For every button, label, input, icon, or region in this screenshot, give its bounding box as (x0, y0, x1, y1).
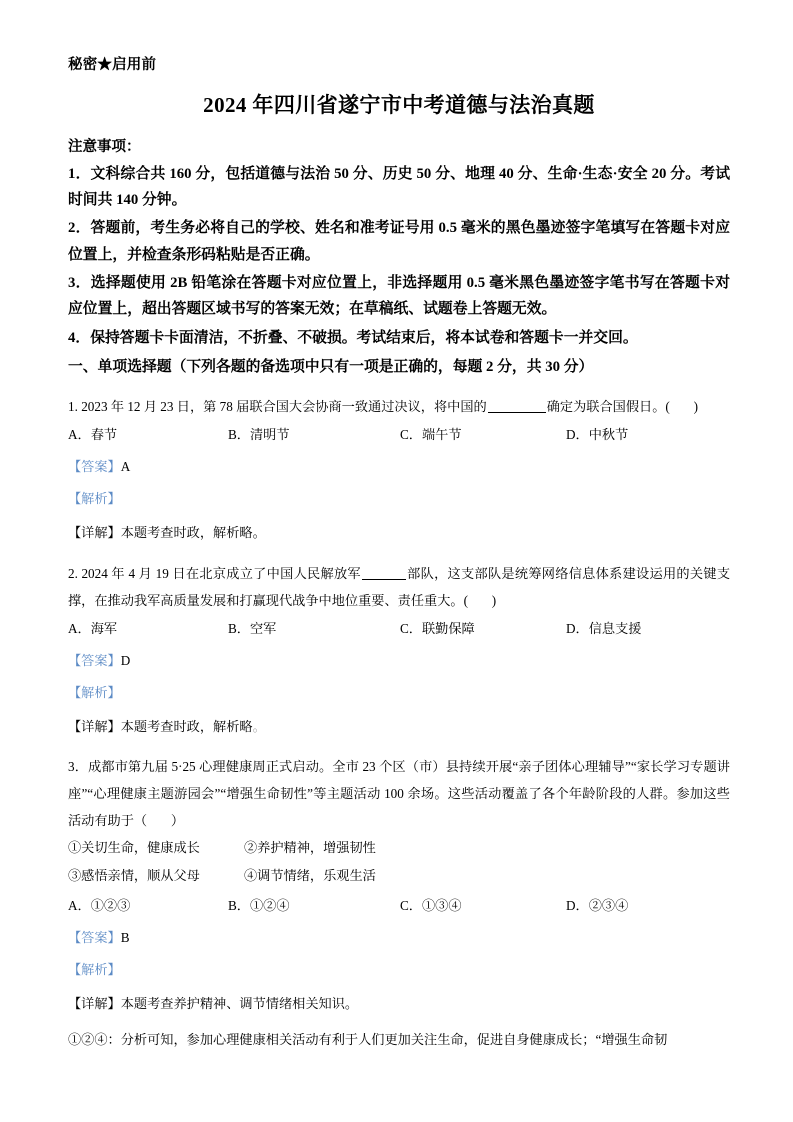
question-3-suboption-1: ①关切生命，健康成长 (68, 840, 200, 856)
question-3-option-a[interactable]: A．①②③ (68, 897, 131, 913)
detail-tag: 【详解】 (68, 718, 121, 734)
question-3-suboption-3: ③感悟亲情，顺从父母 (68, 868, 200, 884)
question-3-suboption-2: ②养护精神，增强韧性 (244, 840, 376, 856)
section-heading: 一、单项选择题（下列各题的备选项中只有一项是正确的，每题 2 分，共 30 分） (68, 358, 594, 375)
question-2-stem-tail: ) (491, 592, 497, 608)
question-2-detail-faint: 。 (252, 718, 266, 734)
question-2-options (68, 615, 730, 642)
question-3-detail-line (68, 990, 730, 1017)
question-1-stem-after: 确定为联合国假日。( (546, 399, 670, 415)
question-3 (68, 753, 730, 1054)
question-2-detail-line (68, 713, 730, 740)
question-1-answer-slot (670, 399, 694, 414)
question-3-options (68, 892, 730, 919)
question-1-detail-line (68, 519, 730, 546)
question-1-stem-before: 1. 2023 年 12 月 23 日，第 78 届联合国大会协商一致通过决议，将中国的 (68, 399, 487, 415)
question-1-option-b[interactable]: B．清明节 (228, 427, 290, 443)
question-3-explanation-paragraph: ①②④：分析可知，参加心理健康相关活动有利于人们更加关注生命，促进自身健康成长；“增强生命韧 (68, 1032, 668, 1048)
question-1-answer-value: A (120, 459, 131, 475)
question-3-suboption-4: ④调节情绪，乐观生活 (244, 868, 376, 884)
notice-heading: 注意事项： (68, 139, 141, 156)
question-1-stem-tail: ) (693, 399, 698, 415)
question-1-stem (68, 393, 730, 420)
question-2-analysis-line (68, 679, 730, 706)
question-2-option-d[interactable]: D．信息支援 (566, 620, 642, 636)
question-3-analysis-line (68, 956, 730, 983)
question-2-option-a[interactable]: A．海军 (68, 620, 118, 636)
question-2-blank (362, 566, 406, 580)
analysis-tag: 【解析】 (68, 961, 121, 977)
notice-item-2: 2．答题前，考生务必将自己的学校、姓名和准考证号用 0.5 毫米的黑色墨迹签字笔填写在答题卡对应位置上，并检查条形码粘贴是否正确。 (68, 220, 730, 263)
question-3-answer-line (68, 924, 730, 951)
question-3-detail-value: 本题考查养护精神、调节情绪相关知识。 (120, 996, 359, 1012)
question-2-option-c[interactable]: C．联勤保障 (400, 620, 475, 636)
question-2-detail-value: 本题考查时政，解析略 (120, 718, 253, 734)
question-3-stem-tail: ） (170, 813, 185, 829)
answer-tag: 【答案】 (68, 929, 121, 945)
question-3-stem (68, 753, 730, 834)
secret-notice: 秘密★启用前 (68, 57, 157, 73)
question-3-option-b[interactable]: B．①②④ (228, 897, 290, 913)
question-1-analysis-line (68, 485, 730, 512)
question-1-option-c[interactable]: C．端午节 (400, 427, 462, 443)
question-1-blank (488, 400, 546, 414)
analysis-tag: 【解析】 (68, 491, 121, 507)
page-title: 2024 年四川省遂宁市中考道德与法治真题 (203, 92, 595, 117)
answer-tag: 【答案】 (68, 459, 121, 475)
question-2 (68, 560, 730, 740)
question-1-answer-line (68, 453, 730, 480)
question-1-detail-value: 本题考查时政，解析略。 (120, 525, 266, 541)
detail-tag: 【详解】 (68, 525, 121, 541)
question-1-options (68, 421, 730, 448)
analysis-tag: 【解析】 (68, 684, 121, 700)
question-1-option-d[interactable]: D．中秋节 (566, 427, 629, 443)
question-2-answer-slot (468, 593, 492, 608)
question-3-answer-slot (147, 813, 171, 828)
question-2-option-b[interactable]: B．空军 (228, 620, 277, 636)
notice-item-4: 4．保持答题卡卡面清洁，不折叠、不破损。考试结束后，将本试卷和答题卡一并交回。 (68, 329, 638, 346)
question-2-stem (68, 560, 730, 614)
notice-item-3: 3．选择题使用 2B 铅笔涂在答题卡对应位置上，非选择题用 0.5 毫米黑色墨迹签字笔书写在答题卡对应位置上，超出答题区域书写的答案无效；在草稿纸、试题卷上答题无效。 (68, 274, 730, 318)
notice-item-1: 1．文科综合共 160 分，包括道德与法治 50 分、历史 50 分、地理 40 分、生命·生态·安全 20 分。考试时间共 140 分钟。 (68, 165, 730, 208)
answer-tag: 【答案】 (68, 652, 121, 668)
page-content (68, 0, 730, 1054)
question-2-stem-after: 部队，这支部队是统筹网络信息体系建设运用的关键支撑，在推动我军高质量发展和打赢现代战争中地位重要、责任重大。( (68, 565, 731, 608)
question-3-suboptions-row-1 (68, 834, 730, 862)
question-2-answer-line (68, 647, 730, 674)
question-1-option-a[interactable]: A．春节 (68, 427, 118, 443)
question-1 (68, 393, 730, 546)
question-3-suboptions-row-2 (68, 862, 730, 890)
detail-tag: 【详解】 (68, 996, 121, 1012)
question-3-option-c[interactable]: C．①③④ (400, 897, 462, 913)
question-3-option-d[interactable]: D．②③④ (566, 897, 629, 913)
question-3-stem-text: 3．成都市第九届 5·25 心理健康周正式启动。全市 23 个区（市）县持续开展“亲子团体心理辅导”“家长学习专题讲座”“心理健康主题游园会”“增强生命韧性”等主题活动 100 余场。这些活动覆盖了各个年龄阶段的人群。参加这些活动有助于（ (68, 758, 730, 829)
question-2-stem-before: 2. 2024 年 4 月 19 日在北京成立了中国人民解放军 (68, 565, 361, 581)
question-2-answer-value: D (120, 652, 131, 668)
question-3-answer-value: B (120, 929, 130, 945)
